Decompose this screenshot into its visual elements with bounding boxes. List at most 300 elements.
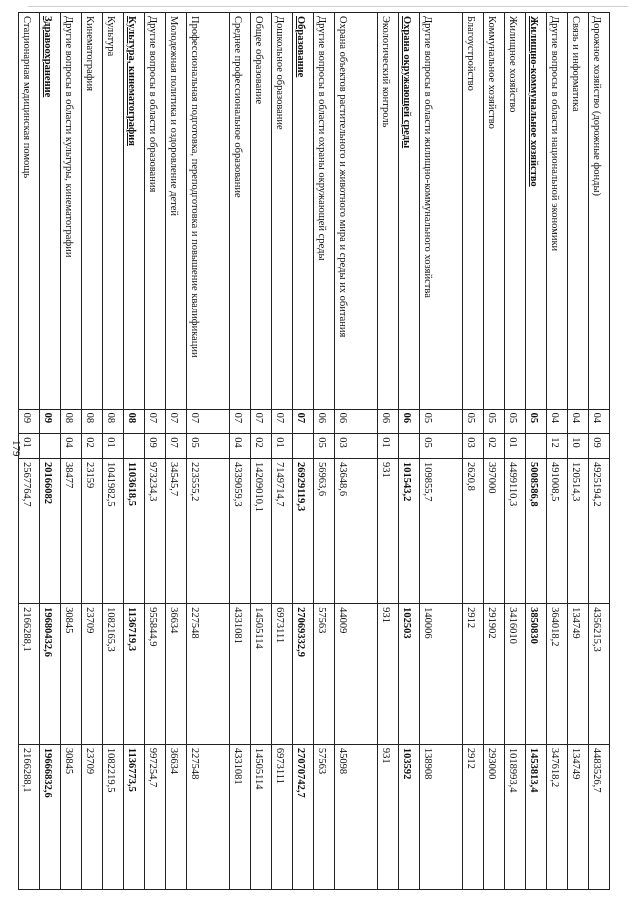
section-code-cell xyxy=(420,409,463,434)
row-name-cell-text: Коммунальное хозяйство xyxy=(486,16,498,129)
table-row xyxy=(568,13,589,890)
table-row xyxy=(251,13,272,890)
value-year1-cell-text: 101543,2 xyxy=(401,462,413,502)
section-code-cell-text: 09 xyxy=(42,412,54,424)
value-year3-cell xyxy=(187,744,230,889)
value-year3-cell xyxy=(335,744,378,889)
table-row xyxy=(61,13,82,890)
value-year3-cell-text: 1453813,4 xyxy=(528,747,540,793)
value-year3-cell xyxy=(82,744,103,889)
table-row xyxy=(420,13,463,890)
section-code-cell-text: 08 xyxy=(126,412,138,424)
value-year3-cell-text: 27070742,7 xyxy=(295,747,307,798)
value-year3-cell xyxy=(166,744,187,889)
section-code-cell xyxy=(187,409,230,434)
value-year3-cell xyxy=(589,744,610,889)
subsection-code-cell xyxy=(314,434,335,459)
subsection-code-cell xyxy=(399,434,420,459)
subsection-code-cell-text: 03 xyxy=(465,437,477,448)
section-code-cell xyxy=(505,409,526,434)
table-row xyxy=(40,13,61,890)
value-year3-cell xyxy=(61,744,82,889)
value-year2-cell-text: 4331081 xyxy=(232,607,244,644)
subsection-code-cell-text: 01 xyxy=(507,437,519,448)
section-code-cell xyxy=(103,409,124,434)
section-code-cell-text: 06 xyxy=(337,412,349,424)
value-year2-cell xyxy=(103,604,124,745)
value-year1-cell xyxy=(547,459,568,604)
subsection-code-cell-text: 01 xyxy=(105,437,117,448)
row-name-cell xyxy=(505,13,526,410)
subsection-code-cell-text: 05 xyxy=(422,437,434,448)
value-year2-cell xyxy=(314,604,335,745)
table-row xyxy=(314,13,335,890)
section-code-cell xyxy=(314,409,335,434)
subsection-code-cell xyxy=(124,434,145,459)
section-code-cell-text: 08 xyxy=(105,412,117,424)
value-year3-cell-text: 19666832,6 xyxy=(42,747,54,798)
value-year1-cell-text: 2620,8 xyxy=(465,462,477,491)
row-name-cell xyxy=(40,13,61,410)
value-year1-cell xyxy=(124,459,145,604)
row-name-cell-text: Стационарная медицинская помощь xyxy=(21,16,33,179)
table-row xyxy=(505,13,526,890)
value-year1-cell-text: 397000 xyxy=(486,462,498,494)
value-year2-cell-text: 3850830 xyxy=(528,607,540,644)
subsection-code-cell xyxy=(19,434,40,459)
row-name-cell-text: Другие вопросы в области жилищно-коммунального хозяйства xyxy=(422,16,434,298)
value-year2-cell xyxy=(420,604,463,745)
value-year2-cell-text: 1082165,3 xyxy=(105,607,117,652)
value-year1-cell-text: 56963,6 xyxy=(316,462,328,497)
value-year3-cell-text: 14505114 xyxy=(253,747,265,790)
subsection-code-cell xyxy=(378,434,399,459)
row-name-cell xyxy=(399,13,420,410)
row-name-cell-text: Охрана окружающей среды xyxy=(401,16,413,149)
table-row xyxy=(293,13,314,890)
subsection-code-cell xyxy=(82,434,103,459)
value-year2-cell-text: 36634 xyxy=(168,607,180,634)
value-year1-cell-text: 120514,3 xyxy=(570,462,582,502)
value-year3-cell xyxy=(40,744,61,889)
value-year1-cell-text: 34545,7 xyxy=(168,462,180,497)
value-year3-cell xyxy=(293,744,314,889)
value-year3-cell xyxy=(251,744,272,889)
value-year1-cell-text: 4499110,3 xyxy=(507,462,519,507)
row-name-cell xyxy=(145,13,166,410)
value-year2-cell-text: 140006 xyxy=(422,607,434,639)
row-name-cell-text: Жилищно-коммунальное хозяйство xyxy=(528,16,540,187)
section-code-cell xyxy=(463,409,484,434)
value-year2-cell xyxy=(61,604,82,745)
section-code-cell xyxy=(335,409,378,434)
value-year1-cell xyxy=(463,459,484,604)
table-row xyxy=(124,13,145,890)
subsection-code-cell xyxy=(187,434,230,459)
section-code-cell-text: 07 xyxy=(274,412,286,424)
value-year3-cell-text: 1136773,5 xyxy=(126,747,138,792)
value-year3-cell xyxy=(399,744,420,889)
section-code-cell xyxy=(484,409,505,434)
subsection-code-cell xyxy=(463,434,484,459)
value-year1-cell xyxy=(293,459,314,604)
value-year2-cell xyxy=(293,604,314,745)
value-year2-cell xyxy=(378,604,399,745)
value-year1-cell-text: 1103618,5 xyxy=(126,462,138,507)
value-year3-cell xyxy=(484,744,505,889)
value-year3-cell xyxy=(103,744,124,889)
value-year2-cell xyxy=(124,604,145,745)
value-year3-cell-text: 997254,7 xyxy=(147,747,159,788)
value-year2-cell xyxy=(526,604,547,745)
section-code-cell-text: 04 xyxy=(549,412,561,424)
budget-table xyxy=(18,12,610,890)
section-code-cell xyxy=(61,409,82,434)
value-year3-cell xyxy=(230,744,251,889)
section-code-cell xyxy=(589,409,610,434)
subsection-code-cell xyxy=(166,434,187,459)
value-year1-cell xyxy=(145,459,166,604)
row-name-cell-text: Другие вопросы в области охраны окружающей среды xyxy=(316,16,328,261)
page-number: 179 xyxy=(10,440,22,457)
section-code-cell xyxy=(568,409,589,434)
value-year3-cell xyxy=(568,744,589,889)
value-year3-cell xyxy=(19,744,40,889)
section-code-cell-text: 09 xyxy=(21,412,33,424)
value-year2-cell-text: 102503 xyxy=(401,607,413,639)
value-year3-cell-text: 134749 xyxy=(570,747,582,780)
value-year1-cell xyxy=(526,459,547,604)
subsection-code-cell-text: 05 xyxy=(316,437,328,448)
row-name-cell xyxy=(166,13,187,410)
row-name-cell xyxy=(484,13,505,410)
subsection-code-cell xyxy=(568,434,589,459)
value-year1-cell xyxy=(61,459,82,604)
row-name-cell xyxy=(19,13,40,410)
value-year2-cell-text: 2166288,1 xyxy=(21,607,33,652)
row-name-cell-text: Дорожное хозяйство (дорожные фонды) xyxy=(591,16,603,197)
value-year2-cell xyxy=(547,604,568,745)
value-year1-cell-text: 931 xyxy=(380,462,392,478)
value-year1-cell xyxy=(420,459,463,604)
value-year2-cell xyxy=(463,604,484,745)
section-code-cell-text: 04 xyxy=(591,412,603,424)
value-year2-cell xyxy=(166,604,187,745)
subsection-code-cell xyxy=(251,434,272,459)
value-year1-cell-text: 5008586,8 xyxy=(528,462,540,507)
subsection-code-cell-text: 02 xyxy=(84,437,96,448)
value-year1-cell-text: 223555,2 xyxy=(189,462,201,502)
section-code-cell xyxy=(547,409,568,434)
value-year1-cell-text: 2567764,7 xyxy=(21,462,33,507)
value-year3-cell-text: 4483526,7 xyxy=(591,747,603,793)
table-row xyxy=(484,13,505,890)
value-year2-cell-text: 19680432,6 xyxy=(42,607,54,657)
row-name-cell-text: Кинематография xyxy=(84,16,96,92)
row-name-cell xyxy=(272,13,293,410)
row-name-cell xyxy=(378,13,399,410)
row-name-cell-text: Экологический контроль xyxy=(380,16,392,128)
value-year2-cell-text: 1136719,3 xyxy=(126,607,138,652)
section-code-cell-text: 07 xyxy=(168,412,180,424)
row-name-cell-text: Общее образование xyxy=(253,16,265,105)
value-year1-cell-text: 43648,6 xyxy=(337,462,349,497)
value-year3-cell-text: 4331081 xyxy=(232,747,244,785)
value-year2-cell-text: 57563 xyxy=(316,607,328,634)
value-year1-cell xyxy=(230,459,251,604)
section-code-cell xyxy=(399,409,420,434)
value-year2-cell xyxy=(399,604,420,745)
subsection-code-cell-text: 05 xyxy=(189,437,201,448)
row-name-cell-text: Жилищное хозяйство xyxy=(507,16,519,113)
section-code-cell-text: 05 xyxy=(507,412,519,424)
subsection-code-cell xyxy=(484,434,505,459)
table-row xyxy=(145,13,166,890)
value-year2-cell xyxy=(568,604,589,745)
value-year3-cell xyxy=(124,744,145,889)
section-code-cell-text: 07 xyxy=(295,412,307,424)
value-year3-cell-text: 45098 xyxy=(337,747,349,775)
subsection-code-cell xyxy=(61,434,82,459)
value-year3-cell xyxy=(526,744,547,889)
row-name-cell xyxy=(335,13,378,410)
subsection-code-cell xyxy=(335,434,378,459)
section-code-cell-text: 06 xyxy=(316,412,328,424)
value-year1-cell-text: 23159 xyxy=(84,462,96,489)
value-year1-cell xyxy=(484,459,505,604)
value-year3-cell xyxy=(378,744,399,889)
value-year2-cell-text: 2912 xyxy=(465,607,477,629)
section-code-cell-text: 07 xyxy=(147,412,159,424)
value-year1-cell-text: 4925194,2 xyxy=(591,462,603,507)
row-name-cell xyxy=(547,13,568,410)
value-year1-cell-text: 109855,7 xyxy=(422,462,434,502)
table-row xyxy=(272,13,293,890)
value-year2-cell xyxy=(484,604,505,745)
table-row xyxy=(103,13,124,890)
section-code-cell-text: 06 xyxy=(380,412,392,424)
value-year2-cell-text: 227548 xyxy=(189,607,201,639)
row-name-cell-text: Образование xyxy=(295,16,307,78)
value-year1-cell-text: 491008,5 xyxy=(549,462,561,502)
section-code-cell-text: 06 xyxy=(401,412,413,424)
section-code-cell-text: 08 xyxy=(63,412,75,424)
table-row xyxy=(526,13,547,890)
value-year2-cell xyxy=(251,604,272,745)
value-year1-cell xyxy=(40,459,61,604)
row-name-cell-text: Профессиональная подготовка, переподготовка и повышение квалификации xyxy=(189,16,201,358)
value-year3-cell xyxy=(314,744,335,889)
table-row xyxy=(187,13,230,890)
value-year3-cell-text: 1082219,5 xyxy=(105,747,117,793)
value-year2-cell-text: 27069332,9 xyxy=(295,607,307,657)
subsection-code-cell-text: 04 xyxy=(63,437,75,448)
table-row xyxy=(399,13,420,890)
section-code-cell-text: 08 xyxy=(84,412,96,424)
value-year1-cell xyxy=(166,459,187,604)
value-year3-cell-text: 293000 xyxy=(486,747,498,780)
row-name-cell-text: Культура xyxy=(105,16,117,57)
value-year1-cell-text: 4339059,3 xyxy=(232,462,244,507)
value-year1-cell-text: 26929119,3 xyxy=(295,462,307,512)
value-year3-cell-text: 2166288,1 xyxy=(21,747,33,793)
value-year3-cell-text: 138908 xyxy=(422,747,434,780)
row-name-cell-text: Связь и информатика xyxy=(570,16,582,112)
subsection-code-cell-text: 01 xyxy=(274,437,286,448)
subsection-code-cell xyxy=(547,434,568,459)
value-year3-cell xyxy=(420,744,463,889)
table-row xyxy=(82,13,103,890)
subsection-code-cell-text: 07 xyxy=(168,437,180,448)
row-name-cell xyxy=(589,13,610,410)
value-year2-cell-text: 955844,9 xyxy=(147,607,159,647)
table-row xyxy=(378,13,399,890)
value-year3-cell xyxy=(145,744,166,889)
row-name-cell-text: Здравоохранение xyxy=(42,16,54,98)
section-code-cell xyxy=(293,409,314,434)
value-year1-cell-text: 1041982,5 xyxy=(105,462,117,507)
value-year1-cell xyxy=(335,459,378,604)
value-year2-cell xyxy=(505,604,526,745)
value-year2-cell-text: 23709 xyxy=(84,607,96,634)
section-code-cell xyxy=(145,409,166,434)
section-code-cell-text: 05 xyxy=(528,412,540,424)
row-name-cell xyxy=(124,13,145,410)
subsection-code-cell xyxy=(230,434,251,459)
row-name-cell-text: Другие вопросы в области образования xyxy=(147,16,159,193)
row-name-cell-text: Среднее профессиональное образование xyxy=(232,16,244,198)
subsection-code-cell-text: 10 xyxy=(570,437,582,448)
value-year2-cell xyxy=(230,604,251,745)
section-code-cell xyxy=(19,409,40,434)
value-year2-cell xyxy=(145,604,166,745)
section-code-cell-text: 05 xyxy=(422,412,434,424)
value-year2-cell-text: 4356215,3 xyxy=(591,607,603,652)
value-year1-cell-text: 973234,3 xyxy=(147,462,159,502)
row-name-cell xyxy=(82,13,103,410)
value-year2-cell-text: 6973111 xyxy=(274,607,286,644)
value-year3-cell-text: 2912 xyxy=(465,747,477,769)
value-year1-cell-text: 7149714,7 xyxy=(274,462,286,507)
value-year3-cell-text: 227548 xyxy=(189,747,201,780)
row-name-cell xyxy=(187,13,230,410)
value-year3-cell-text: 23709 xyxy=(84,747,96,775)
value-year2-cell-text: 291902 xyxy=(486,607,498,639)
budget-table-body xyxy=(19,13,610,890)
table-row xyxy=(230,13,251,890)
value-year2-cell-text: 30845 xyxy=(63,607,75,634)
scan-artifact-line xyxy=(28,6,628,7)
subsection-code-cell-text: 09 xyxy=(147,437,159,448)
value-year1-cell xyxy=(505,459,526,604)
value-year2-cell-text: 134749 xyxy=(570,607,582,639)
value-year1-cell xyxy=(82,459,103,604)
value-year3-cell-text: 6973111 xyxy=(274,747,286,784)
section-code-cell xyxy=(40,409,61,434)
section-code-cell xyxy=(526,409,547,434)
value-year2-cell-text: 364018,2 xyxy=(549,607,561,647)
section-code-cell xyxy=(166,409,187,434)
value-year3-cell xyxy=(547,744,568,889)
subsection-code-cell xyxy=(103,434,124,459)
table-row xyxy=(335,13,378,890)
section-code-cell xyxy=(124,409,145,434)
value-year3-cell xyxy=(463,744,484,889)
value-year2-cell-text: 44009 xyxy=(337,607,349,634)
row-name-cell-text: Дошкольное образование xyxy=(274,16,286,130)
section-code-cell xyxy=(272,409,293,434)
value-year2-cell xyxy=(335,604,378,745)
rotated-table-container xyxy=(21,12,610,892)
section-code-cell xyxy=(378,409,399,434)
value-year3-cell-text: 36634 xyxy=(168,747,180,775)
subsection-code-cell xyxy=(420,434,463,459)
row-name-cell xyxy=(568,13,589,410)
value-year1-cell xyxy=(187,459,230,604)
subsection-code-cell xyxy=(293,434,314,459)
value-year2-cell xyxy=(19,604,40,745)
value-year1-cell xyxy=(314,459,335,604)
table-row xyxy=(166,13,187,890)
value-year2-cell xyxy=(272,604,293,745)
value-year1-cell xyxy=(251,459,272,604)
value-year3-cell-text: 1018993,4 xyxy=(507,747,519,793)
value-year3-cell xyxy=(272,744,293,889)
value-year3-cell-text: 103592 xyxy=(401,747,413,780)
value-year2-cell xyxy=(82,604,103,745)
row-name-cell xyxy=(251,13,272,410)
row-name-cell xyxy=(61,13,82,410)
row-name-cell xyxy=(103,13,124,410)
section-code-cell-text: 07 xyxy=(232,412,244,424)
section-code-cell-text: 05 xyxy=(465,412,477,424)
row-name-cell xyxy=(293,13,314,410)
value-year1-cell-text: 38477 xyxy=(63,462,75,489)
value-year3-cell-text: 30845 xyxy=(63,747,75,775)
section-code-cell-text: 07 xyxy=(253,412,265,424)
value-year2-cell xyxy=(589,604,610,745)
value-year3-cell xyxy=(505,744,526,889)
table-row xyxy=(19,13,40,890)
subsection-code-cell-text: 03 xyxy=(337,437,349,448)
row-name-cell-text: Благоустройство xyxy=(465,16,477,91)
section-code-cell-text: 05 xyxy=(486,412,498,424)
value-year3-cell-text: 931 xyxy=(380,747,392,764)
value-year2-cell xyxy=(40,604,61,745)
section-code-cell-text: 07 xyxy=(189,412,201,424)
value-year1-cell xyxy=(568,459,589,604)
subsection-code-cell xyxy=(145,434,166,459)
value-year2-cell-text: 931 xyxy=(380,607,392,623)
row-name-cell xyxy=(526,13,547,410)
subsection-code-cell-text: 09 xyxy=(591,437,603,448)
subsection-code-cell-text: 12 xyxy=(549,437,561,448)
row-name-cell xyxy=(420,13,463,410)
subsection-code-cell xyxy=(526,434,547,459)
subsection-code-cell-text: 01 xyxy=(380,437,392,448)
subsection-code-cell xyxy=(272,434,293,459)
value-year1-cell xyxy=(399,459,420,604)
value-year2-cell-text: 3416010 xyxy=(507,607,519,644)
section-code-cell xyxy=(251,409,272,434)
row-name-cell-text: Другие вопросы в области национальной экономики xyxy=(549,16,561,252)
row-name-cell-text: Другие вопросы в области культуры, кинематографии xyxy=(63,16,75,258)
table-row xyxy=(547,13,568,890)
value-year3-cell-text: 57563 xyxy=(316,747,328,775)
table-row xyxy=(463,13,484,890)
value-year2-cell xyxy=(187,604,230,745)
row-name-cell-text: Молодежная политика и оздоровление детей xyxy=(168,16,180,217)
